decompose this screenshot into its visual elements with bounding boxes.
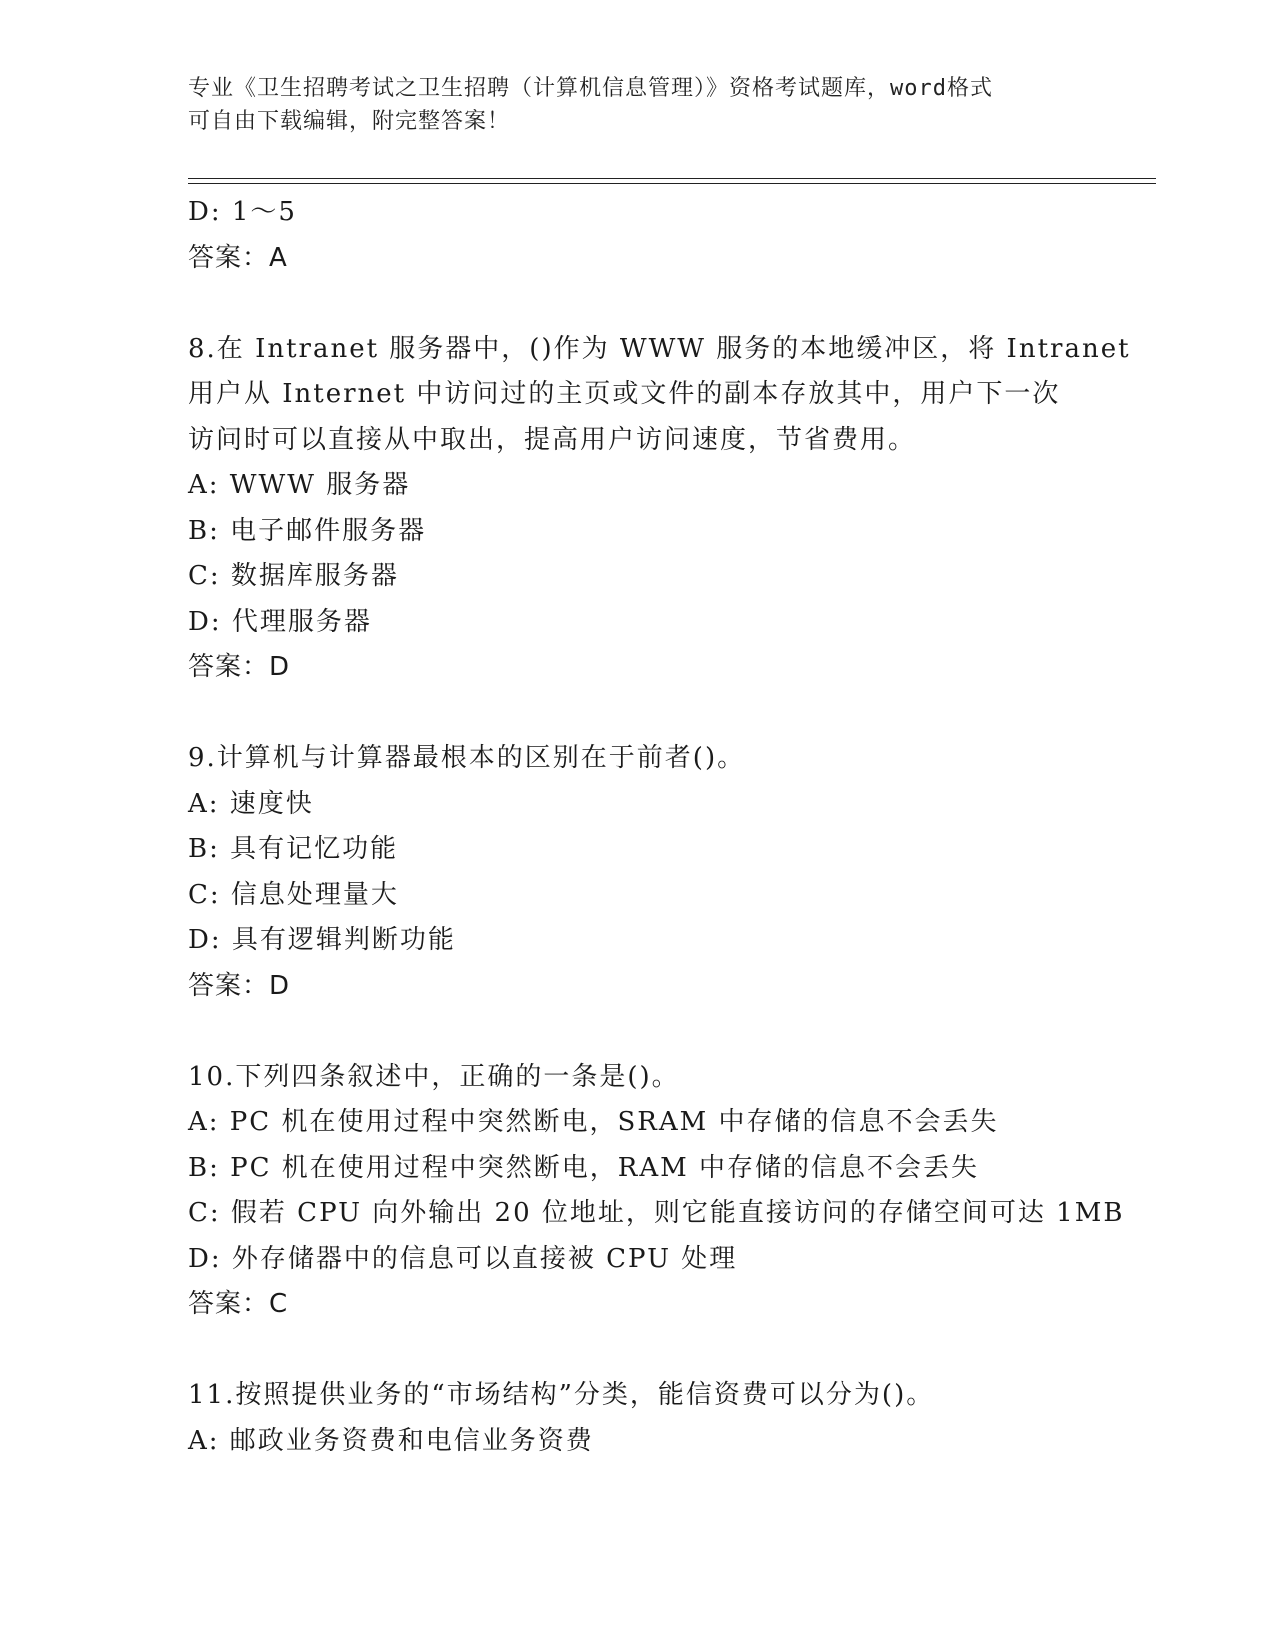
header-divider-top — [188, 178, 1156, 179]
q10-option-d: D: 外存储器中的信息可以直接被 CPU 处理 — [188, 1243, 738, 1274]
q8-stem-line-3: 访问时可以直接从中取出，提高用户访问速度，节省费用。 — [188, 424, 917, 455]
prev-option-d: D: 1～5 — [188, 197, 297, 227]
q9-stem: 9.计算机与计算器最根本的区别在于前者()。 — [188, 743, 746, 773]
q8-option-c: C: 数据库服务器 — [188, 561, 399, 591]
q10-option-c: C: 假若 CPU 向外输出 20 位地址，则它能直接访问的存储空间可达 1MB — [188, 1198, 1125, 1228]
q10-option-b: B: PC 机在使用过程中突然断电，RAM 中存储的信息不会丢失 — [188, 1152, 980, 1183]
spacer — [188, 281, 1088, 327]
question-list — [188, 190, 1131, 1464]
q10-stem: 10.下列四条叙述中，正确的一条是()。 — [188, 1061, 680, 1092]
q9-option-c: C: 信息处理量大 — [188, 879, 399, 910]
header-line-1: 专业《卫生招聘考试之卫生招聘（计算机信息管理）》资格考试题库，word格式 — [188, 76, 993, 101]
q8-answer: 答案：D — [188, 652, 291, 682]
q8-stem-line-2: 用户从 Internet 中访问过的主页或文件的副本存放其中，用户下一次 — [188, 379, 1061, 409]
q9-answer: 答案：D — [188, 970, 291, 1001]
q9-option-b: B: 具有记忆功能 — [188, 834, 399, 864]
q8-option-b: B: 电子邮件服务器 — [188, 515, 427, 546]
q9-option-a: A: 速度快 — [188, 788, 314, 819]
header-line-2: 可自由下载编辑，附完整答案！ — [188, 109, 511, 134]
header-divider-bottom — [188, 183, 1156, 184]
q11-option-a: A: 邮政业务资费和电信业务资费 — [188, 1425, 594, 1456]
spacer — [188, 1009, 1088, 1055]
q8-option-d: D: 代理服务器 — [188, 606, 372, 637]
q10-option-a: A: PC 机在使用过程中突然断电，SRAM 中存储的信息不会丢失 — [188, 1107, 999, 1137]
spacer — [188, 1328, 1088, 1374]
q10-answer: 答案：C — [188, 1289, 289, 1319]
document-header — [188, 72, 1088, 138]
spacer — [188, 691, 1088, 737]
q8-stem-line-1: 8.在 Intranet 服务器中，()作为 WWW 服务的本地缓冲区，将 Intranet — [188, 333, 1131, 364]
q8-option-a: A: WWW 服务器 — [188, 470, 411, 500]
q11-stem: 11.按照提供业务的“市场结构”分类，能信资费可以分为()。 — [188, 1380, 935, 1410]
prev-answer: 答案：A — [188, 242, 288, 273]
q9-option-d: D: 具有逻辑判断功能 — [188, 925, 456, 955]
